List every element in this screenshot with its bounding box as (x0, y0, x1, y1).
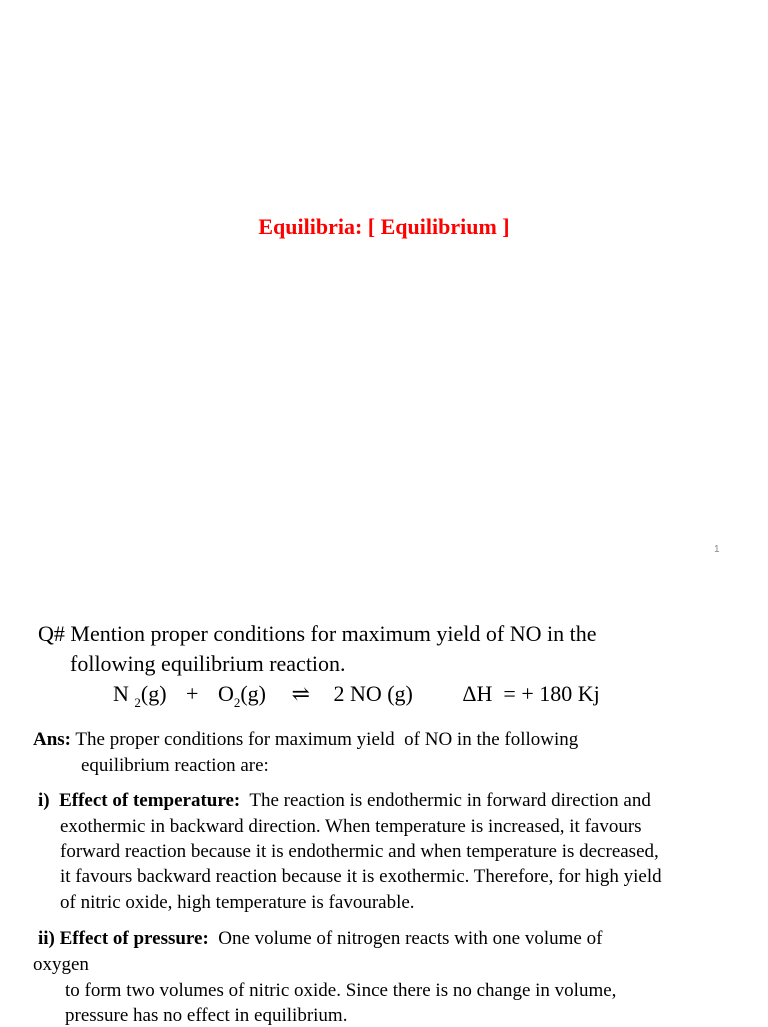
pressure-line-1: ii) Effect of pressure: One volume of nitrogen reacts with one volume of (38, 928, 603, 949)
answer-line-1: Ans: The proper conditions for maximum yield of NO in the following (33, 729, 579, 750)
temperature-line-1: i) Effect of temperature: The reaction is endothermic in forward direction and (38, 790, 651, 811)
reactant-o2: $O_2(g)$ (217, 681, 267, 710)
pressure-line-3: to form two volumes of nitric oxide. Since there is no change in volume, (65, 980, 617, 1001)
question-line-1: Q# Mention proper conditions for maximum yield of NO in the (38, 621, 597, 646)
temperature-line-5: of nitric oxide, high temperature is favourable. (60, 892, 415, 913)
pressure-line-4: pressure has no effect in equilibrium. (65, 1005, 348, 1026)
temperature-line-3: forward reaction because it is endothermic and when temperature is decreased, (60, 841, 659, 862)
temperature-heading: i) Effect of temperature: (38, 790, 241, 811)
answer-line-2: equilibrium reaction are: (81, 755, 269, 776)
plus-sign: + (186, 681, 199, 706)
reactant-n2: N $_2$(g) (113, 681, 167, 710)
reaction-equation (113, 681, 600, 710)
product-no: 2 NO (g) (333, 681, 413, 706)
question-line-2: following equilibrium reaction. (70, 651, 346, 676)
page-number: 1 (714, 544, 720, 555)
equilibrium-arrow-icon: ⇌ (291, 681, 310, 706)
pressure-line-2: oxygen (33, 954, 89, 975)
temperature-line-4: it favours backward reaction because it is exothermic. Therefore, for high yield (60, 866, 662, 887)
slide-title: Equilibria: [ Equilibrium ] (258, 214, 510, 239)
enthalpy-change: ΔH = + 180 Kj (462, 681, 600, 706)
answer-label: Ans: (33, 729, 72, 750)
temperature-line-2: exothermic in backward direction. When temperature is increased, it favours (60, 816, 642, 837)
pressure-heading: ii) Effect of pressure: (38, 928, 209, 949)
